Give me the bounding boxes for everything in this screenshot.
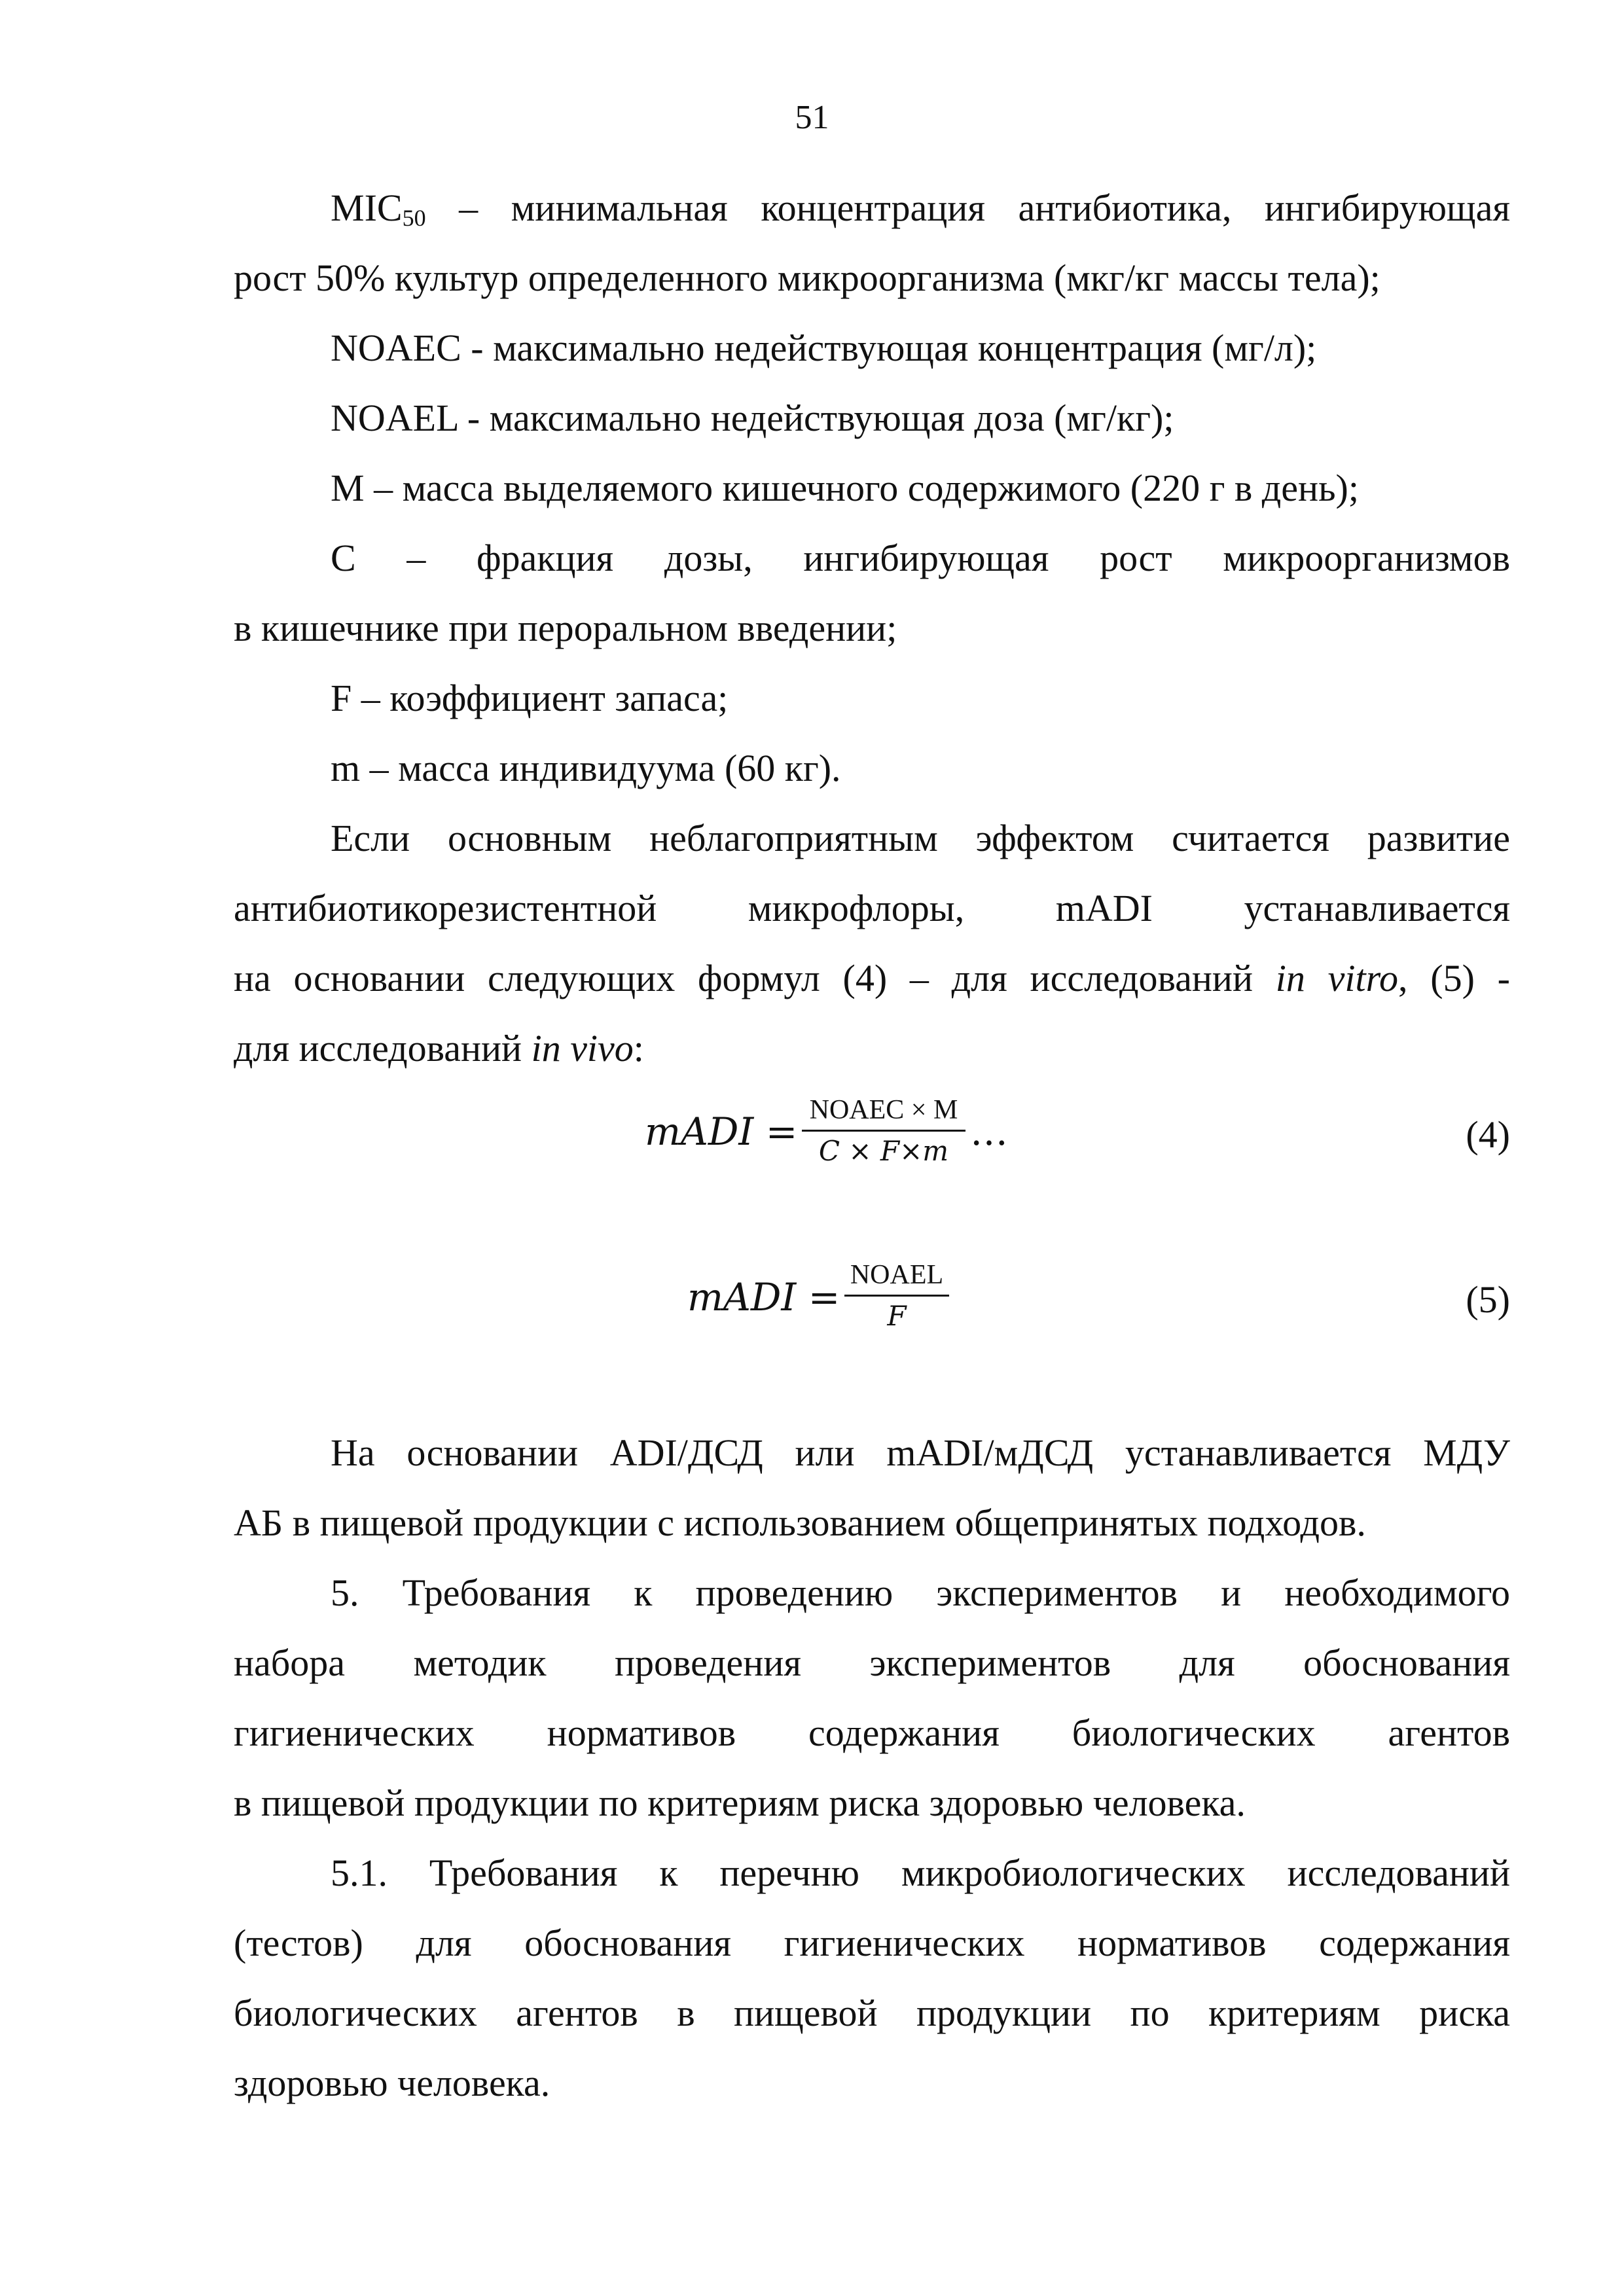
mic-text: – минимальная концентрация антибиотика, ингибирующая — [459, 187, 1510, 229]
para1-line3: на основании следующих формул (4) – для исследований in vitro, (5) - — [234, 957, 1510, 999]
para1-line4: для исследований in vivo: — [234, 1027, 644, 1069]
eq4-denominator: C × F×m — [818, 1135, 949, 1167]
sec5-heading-line3: гигиенических нормативов содержания биологических агентов — [234, 1712, 1510, 1754]
eq4-number: (4) — [1466, 1113, 1510, 1156]
def-noael: NOAEL - максимально недействующая доза (мг/кг); — [331, 397, 1174, 439]
eq4-ellipsis: … — [970, 1109, 1008, 1154]
para1-line2: антибиотикорезистентной микрофлоры, mADI устанавливается — [234, 887, 1510, 929]
mic-symbol: MIC — [331, 187, 403, 229]
sec51-heading-line3: биологических агентов в пищевой продукции по критериям риска — [234, 1992, 1510, 2034]
sec51-heading-line1: 5.1. Требования к перечню микробиологических исследований — [331, 1852, 1510, 1894]
def-m-mass: M – масса выделяемого кишечного содержимого (220 г в день); — [331, 467, 1359, 509]
in-vitro: in vitro — [1275, 957, 1399, 999]
para2-line1: На основании ADI/ДСД или mADI/мДСД устанавливается МДУ — [331, 1431, 1510, 1474]
mic-subscript: 50 — [402, 205, 426, 231]
eq4-fraction-bar — [802, 1130, 965, 1132]
sec51-heading-line4: здоровью человека. — [234, 2062, 550, 2104]
eq4-lhs: mADI = — [645, 1109, 798, 1154]
para2-line2: АБ в пищевой продукции с использованием общепринятых подходов. — [234, 1501, 1366, 1544]
eq5-fraction-bar — [844, 1295, 949, 1297]
eq5-numerator: NOAEL — [850, 1260, 944, 1290]
eq5-fraction — [844, 1258, 949, 1333]
def-mic-line2: рост 50% культур определенного микроорганизма (мкг/кг массы тела); — [234, 257, 1380, 299]
sec51-heading-line2: (тестов) для обоснования гигиенических нормативов содержания — [234, 1922, 1510, 1964]
eq5-denominator: F — [887, 1300, 907, 1332]
page-number: 51 — [795, 99, 829, 136]
eq5-number: (5) — [1466, 1278, 1510, 1321]
eq4-numerator: NOAEC × M — [809, 1095, 958, 1125]
sec5-heading-line2: набора методик проведения экспериментов для обоснования — [234, 1641, 1510, 1684]
eq4-fraction — [802, 1093, 965, 1168]
def-f-coef: F – коэффициент запаса; — [331, 677, 729, 719]
def-m-ind: m – масса индивидуума (60 кг). — [331, 747, 841, 789]
def-c-line1: С – фракция дозы, ингибирующая рост микроорганизмов — [331, 537, 1510, 579]
def-c-line2: в кишечнике при пероральном введении; — [234, 607, 897, 649]
eq5-lhs: mADI = — [687, 1275, 840, 1319]
para1-line1: Если основным неблагоприятным эффектом считается развитие — [331, 817, 1510, 859]
def-noaec: NOAEC - максимально недействующая концентрация (мг/л); — [331, 327, 1317, 369]
sec5-heading-line1: 5. Требования к проведению экспериментов и необходимого — [331, 1571, 1510, 1614]
in-vivo: in vivo — [531, 1027, 634, 1069]
def-mic-line1 — [331, 185, 1510, 241]
sec5-heading-line4: в пищевой продукции по критериям риска здоровью человека. — [234, 1782, 1246, 1824]
